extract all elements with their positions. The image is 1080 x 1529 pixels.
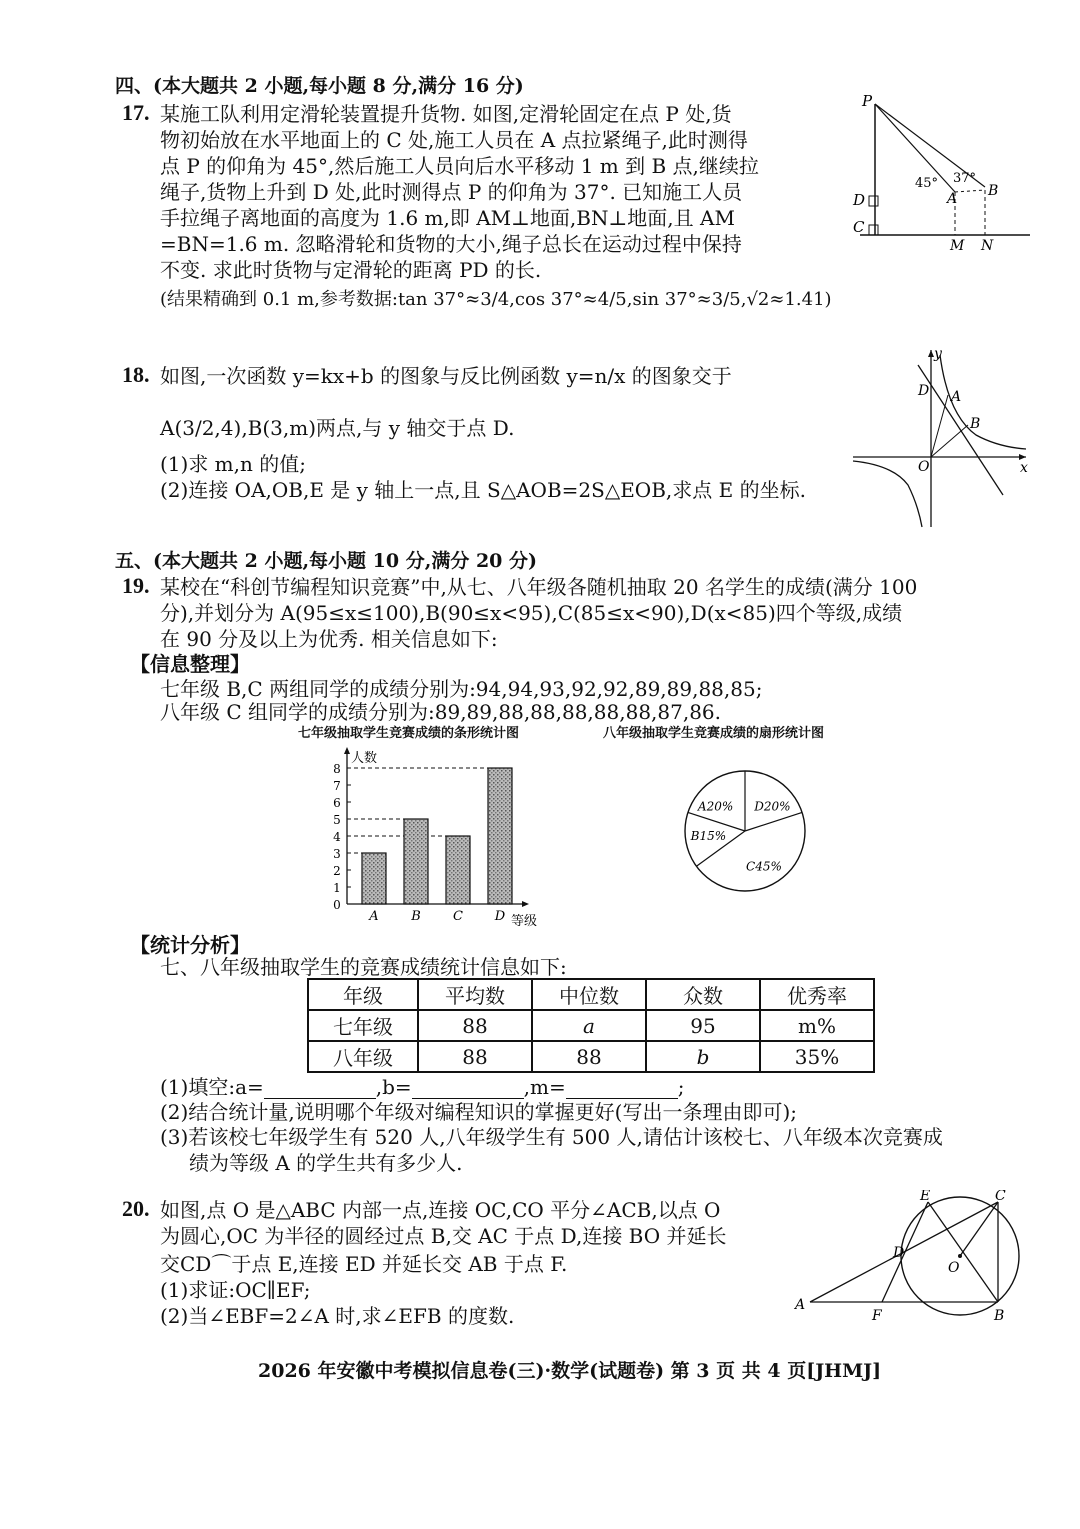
fig17-M: M: [950, 238, 965, 254]
table-header: 众数: [646, 979, 760, 1010]
table-header: 平均数: [418, 979, 532, 1010]
q19-sub-3-line-1: (3)若该校七年级学生有 520 人,八年级学生有 500 人,请估计该校七、八年级本次竞赛成: [160, 1125, 943, 1149]
pie-label: A20%: [697, 799, 734, 814]
fig17-B: B: [988, 183, 999, 199]
table-cell: 八年级: [308, 1041, 418, 1072]
bar-D: [488, 768, 512, 904]
q17-line-4: 绳子,货物上升到 D 处,此时测得点 P 的仰角为 37°. 已知施工人员: [160, 180, 743, 204]
table-header: 中位数: [532, 979, 646, 1010]
pie-chart-title: 八年级抽取学生竞赛成绩的扇形统计图: [603, 726, 825, 741]
fig17-angle-37: 37°: [953, 171, 977, 186]
q19-line-3: 在 90 分及以上为优秀. 相关信息如下:: [160, 627, 498, 651]
table-cell: 88: [418, 1041, 532, 1072]
bar-y-tick: 7: [333, 779, 341, 793]
pie-label: B15%: [690, 829, 727, 844]
blank-b[interactable]: [412, 1080, 524, 1099]
table-cell: 88: [418, 1010, 532, 1041]
blank-m[interactable]: [566, 1080, 678, 1099]
q19-sub-2: (2)结合统计量,说明哪个年级对编程知识的掌握更好(写出一条理由即可);: [160, 1100, 798, 1124]
function-graph-figure: [848, 345, 1033, 530]
info-line-2: 八年级 C 组同学的成绩分别为:89,89,88,88,88,88,88,87,86.: [160, 700, 722, 724]
table-cell: a: [532, 1010, 646, 1041]
blank-a[interactable]: [264, 1080, 376, 1099]
bar-y-tick: 6: [333, 796, 341, 810]
fig17-A: A: [947, 191, 958, 207]
q20-line-2: 为圆心,OC 为半径的圆经过点 B,交 AC 于点 D,连接 BO 并延长: [160, 1224, 727, 1248]
fig17-angle-45: 45°: [915, 176, 939, 191]
page-footer: 2026 年安徽中考模拟信息卷(三)·数学(试题卷) 第 3 页 共 4 页[JHMJ]: [258, 1360, 882, 1382]
bar-y-tick: 5: [333, 813, 341, 827]
fig18-B: B: [970, 416, 981, 432]
q20-sub-1: (1)求证:OC∥EF;: [160, 1278, 311, 1302]
q19-sub-1: [160, 1075, 685, 1099]
q17-number: 17.: [122, 100, 150, 125]
fig20-C: C: [995, 1190, 1006, 1204]
info-title: 【信息整理】: [130, 652, 250, 676]
bar-y-tick: 4: [333, 830, 341, 844]
table-header: 优秀率: [760, 979, 874, 1010]
pulley-figure: [845, 92, 1040, 257]
q20-sub-2: (2)当∠EBF=2∠A 时,求∠EFB 的度数.: [160, 1304, 515, 1328]
fig20-A: A: [795, 1297, 806, 1313]
q19-line-1: 某校在“科创节编程知识竞赛”中,从七、八年级各随机抽取 20 名学生的成绩(满分 100: [160, 575, 918, 599]
bar-x-label: 等级: [511, 914, 538, 929]
q20-line-3: 交CD⌒于点 E,连接 ED 并延长交 AB 于点 F.: [160, 1252, 568, 1276]
bar-y-tick: 8: [333, 762, 341, 776]
table-cell: 88: [532, 1041, 646, 1072]
bar-category-label: A: [369, 909, 379, 924]
q19-number: 19.: [122, 573, 150, 598]
bar-y-tick: 3: [333, 847, 341, 861]
circle-geometry-figure: [790, 1190, 1030, 1325]
q19-line-2: 分),并划分为 A(95≤x≤100),B(90≤x<95),C(85≤x<90),D(x<85)四个等级,成绩: [160, 601, 903, 625]
bar-category-label: C: [453, 909, 463, 924]
fill-label-a: (1)填空:a=: [160, 1075, 264, 1099]
q17-line-3: 点 P 的仰角为 45°,然后施工人员向后水平移动 1 m 到 B 点,继续拉: [160, 154, 759, 178]
fig20-B: B: [994, 1308, 1005, 1324]
fig17-N: N: [981, 238, 994, 254]
fig18-D: D: [918, 383, 930, 399]
fig18-A: A: [951, 389, 962, 405]
q17-line-6: =BN=1.6 m. 忽略滑轮和货物的大小,绳子总长在运动过程中保持: [160, 232, 742, 256]
bar-chart: [325, 742, 565, 932]
fig20-E: E: [920, 1190, 931, 1204]
table-header: 年级: [308, 979, 418, 1010]
q19-sub-3-line-2: 绩为等级 A 的学生共有多少人.: [189, 1151, 463, 1175]
fill-end: ;: [677, 1075, 685, 1099]
q18-number: 18.: [122, 362, 150, 387]
table-cell: 七年级: [308, 1010, 418, 1041]
analysis-title: 【统计分析】: [130, 933, 250, 957]
fig17-P: P: [862, 92, 873, 110]
q17-line-7: 不变. 求此时货物与定滑轮的距离 PD 的长.: [160, 258, 542, 282]
bar-category-label: D: [494, 909, 506, 924]
q17-note: (结果精确到 0.1 m,参考数据:tan 37°≈3/4,cos 37°≈4/5,sin 37°≈3/5,√2≈1.41): [160, 289, 832, 310]
fig20-F: F: [872, 1308, 882, 1324]
bar-B: [404, 819, 428, 904]
pie-label: C45%: [746, 859, 782, 874]
stats-table: [307, 978, 875, 1073]
bar-y-tick: 2: [333, 864, 341, 878]
fig20-D: D: [893, 1245, 905, 1261]
q18-sub-1: (1)求 m,n 的值;: [160, 452, 306, 476]
analysis-intro: 七、八年级抽取学生的竞赛成绩统计信息如下:: [160, 955, 567, 979]
table-row: [308, 1041, 874, 1072]
bar-chart-title: 七年级抽取学生竞赛成绩的条形统计图: [298, 726, 520, 741]
bar-category-label: B: [411, 909, 421, 924]
fig18-y: y: [934, 346, 942, 362]
q18-sub-2: (2)连接 OA,OB,E 是 y 轴上一点,且 S△AOB=2S△EOB,求点 E 的坐标.: [160, 478, 806, 502]
fig17-D: D: [853, 191, 866, 209]
pie-chart: [675, 767, 815, 897]
table-cell: m%: [760, 1010, 874, 1041]
table-row: [308, 1010, 874, 1041]
table-cell: 95: [646, 1010, 760, 1041]
fill-label-m: ,m=: [523, 1075, 566, 1099]
bar-A: [362, 853, 386, 904]
q20-number: 20.: [122, 1196, 150, 1221]
q18-line-2: A(3/2,4),B(3,m)两点,与 y 轴交于点 D.: [160, 416, 515, 440]
q17-line-5: 手拉绳子离地面的高度为 1.6 m,即 AM⊥地面,BN⊥地面,且 AM: [160, 206, 735, 230]
bar-y-tick: 0: [333, 898, 341, 912]
bar-y-tick: 1: [333, 881, 341, 895]
section-5-title: 五、(本大题共 2 小题,每小题 10 分,满分 20 分): [115, 550, 537, 572]
fig18-x: x: [1020, 460, 1028, 476]
table-header-row: [308, 979, 874, 1010]
fig18-O: O: [918, 459, 930, 475]
section-4-title: 四、(本大题共 2 小题,每小题 8 分,满分 16 分): [115, 75, 524, 97]
bar-y-label: 人数: [351, 751, 378, 766]
q17-line-2: 物初始放在水平地面上的 C 处,施工人员在 A 点拉紧绳子,此时测得: [160, 128, 748, 152]
q20-line-1: 如图,点 O 是△ABC 内部一点,连接 OC,CO 平分∠ACB,以点 O: [160, 1198, 721, 1222]
q17-line-1: 某施工队利用定滑轮装置提升货物. 如图,定滑轮固定在点 P 处,货: [160, 102, 732, 126]
table-cell: 35%: [760, 1041, 874, 1072]
bar-C: [446, 836, 470, 904]
q18-line-1: 如图,一次函数 y=kx+b 的图象与反比例函数 y=n/x 的图象交于: [160, 364, 732, 388]
info-line-1: 七年级 B,C 两组同学的成绩分别为:94,94,93,92,92,89,89,88,85;: [160, 677, 763, 701]
fig17-C: C: [853, 218, 865, 236]
fig20-O: O: [948, 1260, 960, 1276]
pie-label: D20%: [754, 799, 791, 814]
table-cell: b: [646, 1041, 760, 1072]
fill-label-b: ,b=: [375, 1075, 412, 1099]
